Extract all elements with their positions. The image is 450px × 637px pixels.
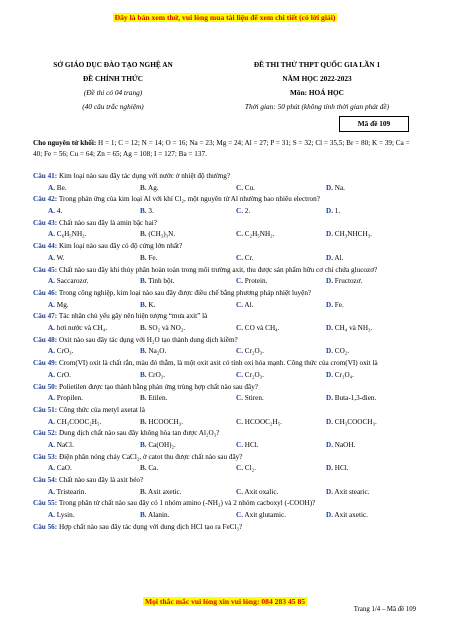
option-text: HCl. — [334, 464, 349, 473]
preview-banner-text: Đây là bản xem thử, vui lòng mua tài liệu để xem chi tiết (có lời giải) — [114, 13, 336, 22]
option-text: Cr₂O₃. — [244, 370, 264, 379]
answer-option — [48, 276, 88, 288]
answer-option — [326, 323, 372, 335]
question-number: Câu 51: — [33, 405, 58, 414]
answer-option — [326, 346, 349, 358]
option-letter: D. — [326, 207, 333, 216]
option-text: Cr₃O₄. — [334, 370, 354, 379]
option-letter: D. — [326, 511, 333, 520]
question-number: Câu 50: — [33, 382, 58, 391]
question-text: Hợp chất nào sau đây tác dụng với dung dịch HCl tạo ra FeCl₃? — [57, 522, 243, 531]
question-stem — [33, 382, 418, 394]
option-text: CaO. — [56, 464, 72, 473]
option-letter: C. — [236, 511, 243, 520]
option-text: 4. — [56, 207, 63, 216]
answer-option — [326, 440, 355, 452]
exam-code-box: Mã đề 109 — [339, 116, 409, 132]
question-item — [33, 428, 418, 451]
question-text: Chất nào sau đây khi thủy phân hoàn toàn trong môi trường axit, thu được sản phẩm hữu cơ chỉ chứa glucozơ? — [57, 265, 378, 274]
option-text: CH₃COOCH₃. — [334, 417, 377, 426]
question-item — [33, 241, 418, 264]
page-number: Trang 1/4 – Mã đề 109 — [353, 606, 416, 613]
question-text: Chất nào sau đây là axit béo? — [57, 476, 144, 485]
option-text: Ag. — [148, 183, 159, 192]
option-letter: A. — [48, 464, 55, 473]
answer-options — [33, 487, 418, 499]
question-item — [33, 335, 418, 358]
answer-option — [236, 346, 264, 358]
answer-option — [140, 346, 166, 358]
question-number: Câu 54: — [33, 476, 58, 485]
question-text: Trong phân tử chất nào sau đây có 1 nhóm amino (-NH₂) và 2 nhóm cacboxyl (-COOH)? — [57, 499, 316, 508]
answer-option — [140, 440, 176, 452]
question-stem — [33, 265, 418, 277]
answer-option — [140, 487, 182, 499]
option-text: C₆H₅NH₂. — [56, 230, 87, 239]
option-letter: C. — [236, 394, 243, 403]
question-number: Câu 42: — [33, 195, 58, 204]
answer-options — [33, 510, 418, 522]
question-number: Câu 46: — [33, 288, 58, 297]
question-stem — [33, 475, 418, 487]
header-left — [32, 58, 194, 114]
answer-option — [236, 487, 278, 499]
option-text: Al. — [334, 253, 344, 262]
option-text: CH₄ và NH₃. — [334, 324, 373, 333]
answer-option — [236, 323, 279, 335]
question-stem — [33, 288, 418, 300]
answer-options — [33, 229, 418, 241]
answer-option — [140, 253, 157, 265]
question-text: Tác nhân chủ yếu gây nên hiện tượng “mưa axit” là — [57, 312, 208, 321]
option-letter: D. — [326, 347, 333, 356]
option-text: HCOOCH₃. — [148, 417, 184, 426]
option-letter: A. — [48, 207, 55, 216]
option-letter: A. — [48, 324, 55, 333]
question-stem — [33, 241, 418, 253]
question-text: Kim loại nào sau đây có độ cứng lớn nhất? — [57, 242, 183, 251]
option-letter: C. — [236, 441, 243, 449]
answer-options — [33, 346, 418, 358]
question-list — [33, 171, 418, 534]
option-text: Axit stearic. — [334, 487, 370, 496]
option-text: Propilen. — [56, 394, 83, 403]
answer-option — [236, 183, 255, 195]
option-text: CrO₃. — [148, 370, 166, 379]
option-text: HCl. — [244, 441, 259, 449]
atomic-masses-label: Cho nguyên tử khối: — [33, 139, 97, 147]
option-text: W. — [56, 253, 65, 262]
option-text: Tinh bột. — [148, 277, 175, 286]
answer-option — [326, 206, 340, 218]
question-text: Trong phản ứng của kim loại Al với khí Cl₂, một nguyên tử Al nhường bao nhiêu electron? — [57, 195, 320, 204]
school-year: NĂM HỌC 2022-2023 — [282, 74, 352, 83]
option-letter: A. — [48, 417, 55, 426]
option-letter: D. — [326, 417, 333, 426]
option-text: CO và CH₄. — [244, 324, 280, 333]
answer-option — [48, 370, 71, 382]
answer-option — [236, 229, 274, 241]
option-letter: B. — [140, 487, 147, 496]
option-text: Na₂O. — [148, 347, 167, 356]
answer-option — [326, 300, 344, 312]
option-letter: C. — [236, 370, 243, 379]
answer-option — [236, 370, 264, 382]
answer-option — [48, 393, 83, 405]
option-text: Axit axetic. — [334, 511, 368, 520]
question-text: Oxit nào sau đây tác dụng với H₂O tạo thành dung dịch kiềm? — [57, 335, 238, 344]
answer-option — [326, 393, 376, 405]
option-text: Axit glutamic. — [244, 511, 286, 520]
answer-option — [236, 393, 264, 405]
option-letter: A. — [48, 230, 55, 239]
option-letter: D. — [326, 300, 333, 309]
answer-option — [48, 463, 72, 475]
department-name: SỞ GIÁO DỤC ĐÀO TẠO NGHỆ AN — [53, 60, 173, 69]
atomic-masses — [33, 138, 418, 160]
option-text: Mg. — [56, 300, 69, 309]
question-item — [33, 288, 418, 311]
answer-option — [236, 300, 253, 312]
page-count-note: (Đề thi có 04 trang) — [83, 88, 143, 97]
question-number: Câu 43: — [33, 218, 58, 227]
option-letter: D. — [326, 230, 333, 239]
option-letter: A. — [48, 277, 55, 286]
option-text: Stiren. — [244, 394, 264, 403]
option-text: Axit oxalic. — [244, 487, 279, 496]
option-letter: D. — [326, 324, 333, 333]
answer-options — [33, 183, 418, 195]
option-letter: A. — [48, 253, 55, 262]
option-letter: C. — [236, 230, 243, 239]
question-stem — [33, 335, 418, 347]
option-letter: C. — [236, 207, 243, 216]
option-letter: D. — [326, 183, 333, 192]
question-item — [33, 194, 418, 217]
question-item — [33, 382, 418, 405]
answer-option — [140, 229, 175, 241]
answer-options — [33, 206, 418, 218]
answer-option — [48, 440, 74, 452]
answer-options — [33, 253, 418, 265]
question-stem — [33, 428, 418, 440]
option-text: Axit axetic. — [148, 487, 182, 496]
question-number: Câu 52: — [33, 429, 58, 438]
question-number: Câu 55: — [33, 499, 58, 508]
answer-option — [140, 323, 185, 335]
question-stem — [33, 405, 418, 417]
answer-option — [48, 253, 65, 265]
option-letter: C. — [236, 253, 243, 262]
question-number: Câu 53: — [33, 452, 58, 461]
option-text: NaCl. — [56, 441, 74, 449]
option-text: HCOOC₂H₅. — [244, 417, 282, 426]
option-letter: B. — [140, 183, 147, 192]
option-text: hơi nước và CH₄. — [56, 324, 108, 333]
answer-options — [33, 440, 418, 452]
answer-option — [326, 229, 372, 241]
answer-option — [326, 276, 362, 288]
header-right — [214, 58, 420, 114]
answer-option — [236, 253, 253, 265]
question-text: Polietilen được tạo thành bằng phản ứng trùng hợp chất nào sau đây? — [57, 382, 258, 391]
answer-option — [48, 346, 73, 358]
option-letter: D. — [326, 487, 333, 496]
answer-options — [33, 417, 418, 429]
question-text: Công thức của metyl axetat là — [57, 405, 145, 414]
option-letter: B. — [140, 441, 147, 449]
option-text: K. — [148, 300, 156, 309]
answer-option — [326, 510, 368, 522]
option-text: Cu. — [244, 183, 255, 192]
preview-banner — [0, 7, 450, 25]
question-stem — [33, 522, 418, 534]
option-text: Ca(OH)₂. — [148, 441, 176, 449]
answer-options — [33, 393, 418, 405]
option-letter: C. — [236, 183, 243, 192]
option-letter: D. — [326, 253, 333, 262]
answer-options — [33, 323, 418, 335]
question-number: Câu 56: — [33, 522, 58, 531]
answer-option — [140, 370, 165, 382]
option-text: SO₂ và NO₂. — [148, 324, 186, 333]
option-text: Lysin. — [56, 511, 75, 520]
option-text: (CH₃)₃N. — [148, 230, 176, 239]
question-stem — [33, 218, 418, 230]
question-text: Trong công nghiệp, kim loại nào sau đây được điều chế bằng phương pháp nhiệt luyện? — [57, 288, 312, 297]
option-letter: D. — [326, 394, 333, 403]
option-text: NaOH. — [334, 441, 356, 449]
option-text: CO₂. — [334, 347, 350, 356]
option-letter: B. — [140, 324, 147, 333]
question-stem — [33, 358, 418, 370]
option-text: Al. — [244, 300, 254, 309]
option-letter: C. — [236, 417, 243, 426]
subject: Môn: HOÁ HỌC — [290, 88, 344, 97]
answer-option — [48, 323, 107, 335]
option-letter: D. — [326, 370, 333, 379]
question-item — [33, 452, 418, 475]
answer-option — [48, 300, 69, 312]
question-number: Câu 47: — [33, 312, 58, 321]
answer-option — [48, 206, 62, 218]
option-text: Tristearin. — [56, 487, 87, 496]
option-letter: C. — [236, 464, 243, 473]
option-letter: B. — [140, 277, 147, 286]
answer-option — [236, 276, 267, 288]
answer-option — [326, 417, 377, 429]
option-letter: A. — [48, 347, 55, 356]
question-number: Câu 49: — [33, 359, 58, 368]
question-item — [33, 218, 418, 241]
answer-option — [236, 440, 259, 452]
option-text: Fructozơ. — [334, 277, 363, 286]
answer-option — [48, 487, 86, 499]
option-text: Fe. — [334, 300, 344, 309]
official-label: ĐỀ CHÍNH THỨC — [82, 74, 143, 83]
answer-option — [140, 206, 154, 218]
question-stem — [33, 194, 418, 206]
option-text: Etilen. — [148, 394, 168, 403]
question-number: Câu 45: — [33, 265, 58, 274]
question-item — [33, 265, 418, 288]
option-text: C₂H₅NH₂. — [244, 230, 275, 239]
answer-option — [236, 510, 286, 522]
option-letter: C. — [236, 487, 243, 496]
question-count-note: (40 câu trắc nghiệm) — [82, 102, 144, 111]
option-text: 1. — [334, 207, 341, 216]
option-text: Buta-1,3-đien. — [334, 394, 377, 403]
option-text: CH₃COOC₂H₅. — [56, 417, 102, 426]
answer-options — [33, 370, 418, 382]
question-stem — [33, 311, 418, 323]
answer-option — [236, 417, 282, 429]
answer-option — [236, 206, 250, 218]
answer-option — [48, 229, 86, 241]
option-text: Ca. — [148, 464, 159, 473]
option-text: Cr₂O₃. — [244, 347, 264, 356]
answer-option — [48, 183, 67, 195]
option-letter: D. — [326, 464, 333, 473]
question-text: Crom(VI) oxit là chất rắn, màu đỏ thẫm, là một oxit axit có tính oxi hóa mạnh. Công thức của crom(VI) oxit là — [57, 359, 378, 368]
option-letter: C. — [236, 300, 243, 309]
option-text: Be. — [56, 183, 67, 192]
question-number: Câu 44: — [33, 242, 58, 251]
option-letter: A. — [48, 183, 55, 192]
answer-option — [326, 463, 349, 475]
option-text: Protein. — [244, 277, 268, 286]
option-letter: B. — [140, 417, 147, 426]
answer-option — [326, 183, 345, 195]
answer-option — [140, 463, 158, 475]
option-letter: B. — [140, 230, 147, 239]
time-limit: Thời gian: 50 phút (không tính thời gian phát đề) — [244, 102, 390, 111]
option-letter: A. — [48, 487, 55, 496]
option-letter: A. — [48, 300, 55, 309]
option-letter: B. — [140, 394, 147, 403]
option-letter: C. — [236, 347, 243, 356]
answer-option — [326, 370, 354, 382]
answer-option — [140, 417, 183, 429]
answer-option — [48, 417, 101, 429]
option-letter: B. — [140, 511, 147, 520]
question-item — [33, 311, 418, 334]
question-number: Câu 41: — [33, 172, 58, 180]
option-text: Na. — [334, 183, 345, 192]
option-letter: D. — [326, 277, 333, 286]
option-letter: C. — [236, 277, 243, 286]
question-item — [33, 358, 418, 381]
question-stem — [33, 498, 418, 510]
option-letter: A. — [48, 370, 55, 379]
question-item — [33, 171, 418, 194]
option-letter: B. — [140, 300, 147, 309]
contact-note-text: Mọi thắc mắc vui lòng xin vui lòng: 084 283 45 85 — [144, 597, 306, 606]
option-letter: A. — [48, 441, 55, 449]
question-text: Dung dịch chất nào sau đây không hòa tan được Al₂O₃? — [57, 429, 220, 438]
option-text: Cr. — [244, 253, 254, 262]
answer-option — [140, 276, 174, 288]
question-stem — [33, 171, 418, 183]
option-text: Saccarozơ. — [56, 277, 89, 286]
answer-option — [140, 183, 159, 195]
question-item — [33, 522, 418, 534]
option-letter: A. — [48, 511, 55, 520]
option-letter: D. — [326, 441, 333, 449]
option-text: CH₃NHCH₃. — [334, 230, 372, 239]
atomic-masses-values: H = 1; C = 12; N = 14; O = 16; Na = 23; Mg = 24; Al = 27; P = 31; S = 32; Cl = 35,5; Br = 80; K = 39; Ca = 40; Fe = 56; Cu = 64; Zn = 65; Ag = 108; I = 127; Ba = 137. — [33, 139, 410, 158]
answer-option — [140, 300, 155, 312]
answer-option — [326, 487, 370, 499]
question-text: Chất nào sau đây là amin bậc hai? — [57, 218, 157, 227]
option-text: Cl₂. — [244, 464, 256, 473]
option-letter: A. — [48, 394, 55, 403]
answer-option — [236, 463, 256, 475]
option-letter: B. — [140, 347, 147, 356]
option-letter: B. — [140, 253, 147, 262]
question-item — [33, 498, 418, 521]
question-text: Điện phân nóng chảy CaCl₂, ở catot thu được chất nào sau đây? — [57, 452, 243, 461]
option-text: CrO. — [56, 370, 71, 379]
answer-options — [33, 276, 418, 288]
answer-options — [33, 463, 418, 475]
exam-title: ĐỀ THI THỬ THPT QUỐC GIA LẦN 1 — [253, 60, 381, 69]
option-text: Alanin. — [148, 511, 170, 520]
answer-options — [33, 300, 418, 312]
answer-option — [48, 510, 75, 522]
option-letter: B. — [140, 370, 147, 379]
answer-option — [140, 510, 169, 522]
question-item — [33, 405, 418, 428]
answer-option — [326, 253, 343, 265]
question-item — [33, 475, 418, 498]
option-text: CrO₃. — [56, 347, 74, 356]
option-letter: B. — [140, 464, 147, 473]
option-text: 3. — [148, 207, 154, 216]
answer-option — [140, 393, 167, 405]
option-letter: B. — [140, 207, 147, 216]
question-stem — [33, 452, 418, 464]
option-letter: C. — [236, 324, 243, 333]
question-text: Kim loại nào sau đây tác dụng với nước ở nhiệt độ thường? — [57, 172, 231, 180]
question-number: Câu 48: — [33, 335, 58, 344]
option-text: 2. — [244, 207, 251, 216]
option-text: Fe. — [148, 253, 158, 262]
